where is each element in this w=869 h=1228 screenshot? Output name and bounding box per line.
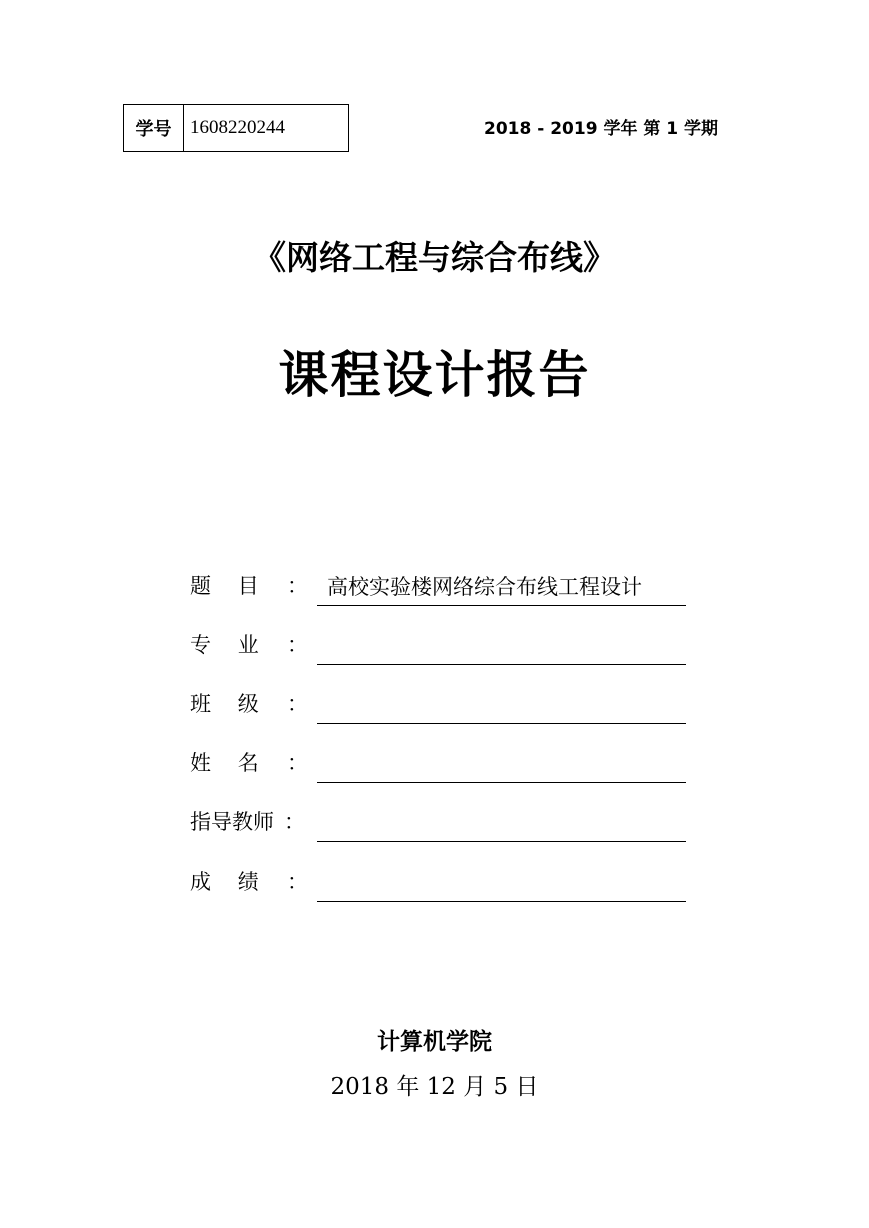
field-colon: ：	[287, 692, 308, 716]
field-class	[190, 684, 690, 724]
field-name	[190, 743, 690, 783]
field-label: 指导教师	[190, 810, 274, 834]
course-title: 《网络工程与综合布线》	[253, 238, 616, 277]
academic-term: 2018 - 2019 学年 第 1 学期	[484, 119, 719, 139]
field-label: 题 目	[190, 574, 259, 598]
field-label: 姓 名	[190, 751, 259, 775]
field-major	[190, 625, 690, 665]
field-underline	[317, 865, 686, 902]
field-colon: ：	[287, 751, 308, 775]
field-topic	[190, 566, 690, 606]
report-date: 2018 年 12 月 5 日	[330, 1074, 539, 1100]
field-underline	[317, 687, 686, 724]
field-advisor	[190, 802, 690, 842]
field-label: 专 业	[190, 633, 259, 657]
college-name: 计算机学院	[377, 1029, 492, 1055]
student-id-box	[123, 104, 349, 152]
student-id-label: 学号	[124, 105, 184, 151]
field-colon: ：	[287, 633, 308, 657]
field-label: 班 级	[190, 692, 259, 716]
field-value: 高校实验楼网络综合布线工程设计	[327, 575, 642, 599]
field-label: 成 绩	[190, 870, 259, 894]
field-underline	[317, 746, 686, 783]
student-id-value: 1608220244	[190, 117, 285, 138]
field-underline	[317, 805, 686, 842]
field-colon: ：	[287, 574, 308, 598]
field-colon: ：	[284, 810, 305, 834]
field-underline	[317, 628, 686, 665]
field-underline	[317, 569, 686, 606]
report-title: 课程设计报告	[278, 346, 591, 404]
field-grade	[190, 862, 690, 902]
field-colon: ：	[287, 870, 308, 894]
